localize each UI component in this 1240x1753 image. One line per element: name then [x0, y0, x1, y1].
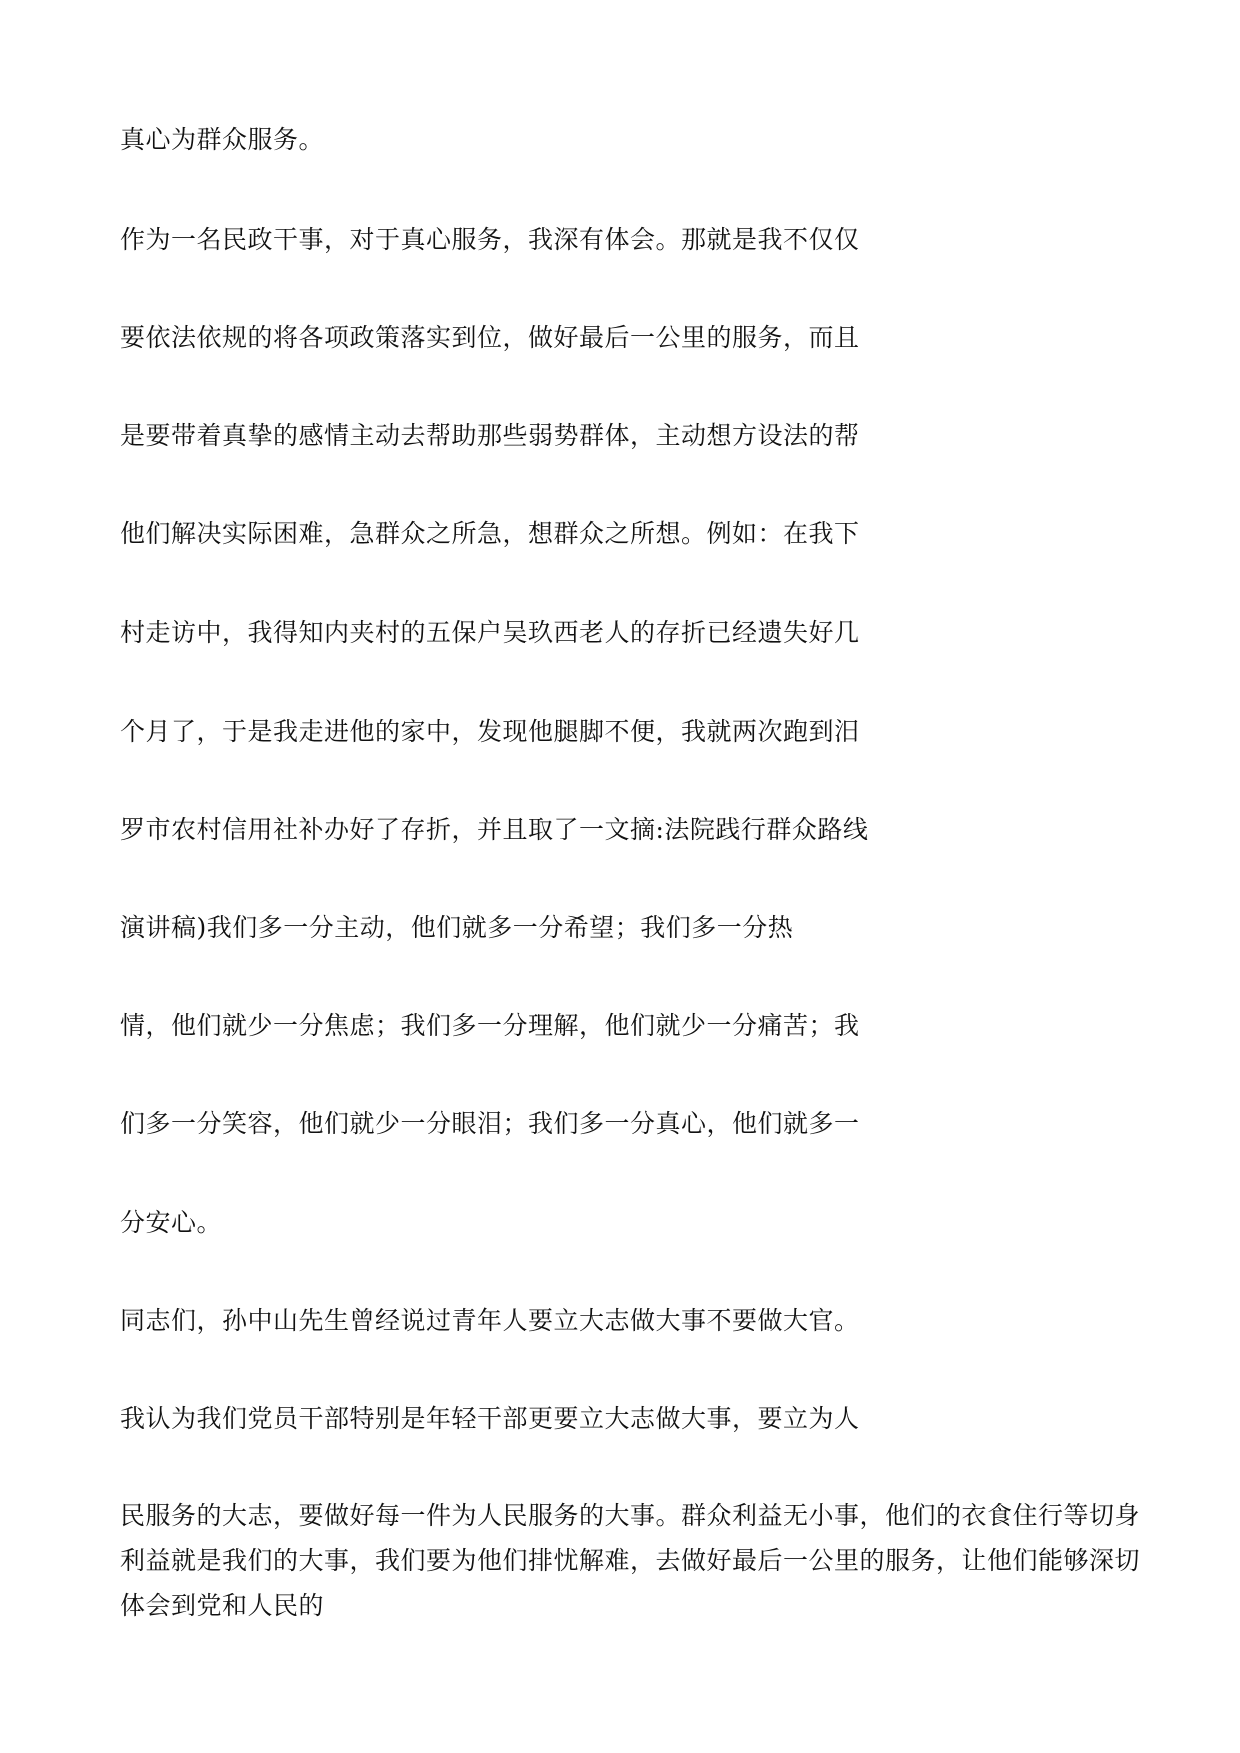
text-line: 分安心。 — [120, 1208, 223, 1237]
text-line: 是要带着真挚的感情主动去帮助那些弱势群体，主动想方设法的帮 — [120, 421, 860, 450]
text-line: 个月了，于是我走进他的家中，发现他腿脚不便，我就两次跑到汨 — [120, 717, 860, 746]
text-line: 我认为我们党员干部特别是年轻干部更要立大志做大事，要立为人 — [120, 1404, 860, 1433]
text-line: 他们解决实际困难，急群众之所急，想群众之所想。例如：在我下 — [120, 519, 860, 548]
text-line: 演讲稿)我们多一分主动，他们就多一分希望；我们多一分热 — [120, 913, 794, 942]
text-line: 作为一名民政干事，对于真心服务，我深有体会。那就是我不仅仅 — [120, 225, 860, 254]
text-line: 民服务的大志，要做好每一件为人民服务的大事。群众利益无小事，他们的衣食住行等切身 — [120, 1501, 1141, 1530]
text-line: 利益就是我们的大事，我们要为他们排忧解难，去做好最后一公里的服务，让他们能够深切 — [120, 1546, 1141, 1575]
text-line: 真心为群众服务。 — [120, 125, 325, 154]
text-line: 同志们，孙中山先生曾经说过青年人要立大志做大事不要做大官。 — [120, 1306, 860, 1335]
text-line: 罗市农村信用社补办好了存折，并且取了一文摘:法院践行群众路线 — [120, 815, 869, 844]
text-line: 情，他们就少一分焦虑；我们多一分理解，他们就少一分痛苦；我 — [120, 1011, 860, 1040]
text-line: 村走访中，我得知内夹村的五保户吴玖西老人的存折已经遗失好几 — [120, 618, 860, 647]
text-line: 体会到党和人民的 — [120, 1591, 325, 1620]
text-line: 们多一分笑容，他们就少一分眼泪；我们多一分真心，他们就多一 — [120, 1109, 860, 1138]
text-line: 要依法依规的将各项政策落实到位，做好最后一公里的服务，而且 — [120, 323, 860, 352]
